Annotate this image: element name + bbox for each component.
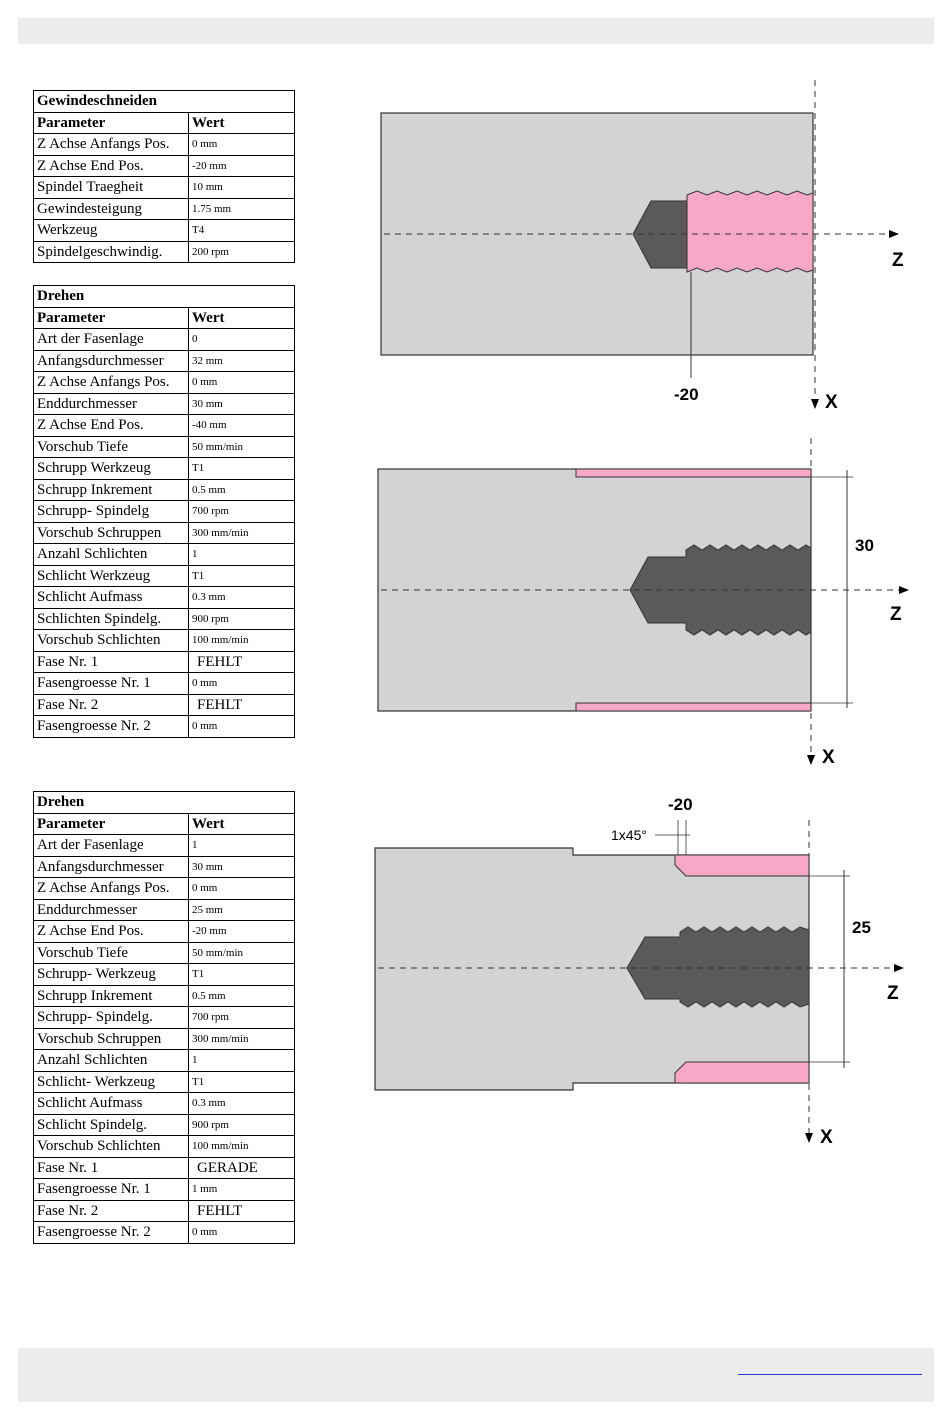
threaded-tool-shape xyxy=(627,927,809,1007)
parameter-name: Enddurchmesser xyxy=(34,899,189,921)
parameter-value: 0 mm xyxy=(189,716,295,738)
x-axis-label: X xyxy=(822,747,835,768)
parameter-value: 1 xyxy=(189,1050,295,1072)
parameter-name: Spindel Traegheit xyxy=(34,177,189,199)
parameter-value: GERADE xyxy=(189,1157,295,1179)
parameter-value: 30 mm xyxy=(189,393,295,415)
parameter-value: 0 mm xyxy=(189,1222,295,1244)
parameter-value: -20 mm xyxy=(189,155,295,177)
parameter-name: Art der Fasenlage xyxy=(34,329,189,351)
parameter-value: FEHLT xyxy=(189,1200,295,1222)
parameter-name: Z Achse End Pos. xyxy=(34,921,189,943)
parameter-name: Enddurchmesser xyxy=(34,393,189,415)
parameter-value: 1 xyxy=(189,544,295,566)
parameter-name: Fase Nr. 1 xyxy=(34,1157,189,1179)
parameter-name: Schlicht Aufmass xyxy=(34,1093,189,1115)
parameter-value: 1 mm xyxy=(189,1179,295,1201)
parameter-value: 100 mm/min xyxy=(189,1136,295,1158)
parameter-name: Vorschub Schlichten xyxy=(34,1136,189,1158)
parameter-value: T1 xyxy=(189,964,295,986)
parameter-value: 1.75 mm xyxy=(189,198,295,220)
parameter-name: Vorschub Schruppen xyxy=(34,1028,189,1050)
parameter-name: Schlicht Spindelg. xyxy=(34,1114,189,1136)
parameter-name: Schrupp- Spindelg xyxy=(34,501,189,523)
parameter-value: 0.3 mm xyxy=(189,587,295,609)
dimension-label: 30 xyxy=(855,536,874,555)
top-dimension-label: -20 xyxy=(668,795,693,814)
parameter-name: Vorschub Tiefe xyxy=(34,942,189,964)
parameter-name: Anfangsdurchmesser xyxy=(34,856,189,878)
parameter-name: Schlicht- Werkzeug xyxy=(34,1071,189,1093)
parameter-name: Z Achse Anfangs Pos. xyxy=(34,134,189,156)
parameter-value: -20 mm xyxy=(189,921,295,943)
removed-top xyxy=(576,469,811,477)
parameter-value: 100 mm/min xyxy=(189,630,295,652)
parameter-value: 700 rpm xyxy=(189,501,295,523)
parameter-name: Vorschub Tiefe xyxy=(34,436,189,458)
parameter-name: Fasengroesse Nr. 1 xyxy=(34,673,189,695)
drawing-thread-cutting xyxy=(381,80,904,413)
parameter-value: 300 mm/min xyxy=(189,522,295,544)
parameter-name: Anfangsdurchmesser xyxy=(34,350,189,372)
header-parameter: Parameter xyxy=(34,307,189,329)
parameter-name: Z Achse End Pos. xyxy=(34,155,189,177)
parameter-name: Anzahl Schlichten xyxy=(34,1050,189,1072)
parameter-name: Werkzeug xyxy=(34,220,189,242)
parameter-value: 50 mm/min xyxy=(189,942,295,964)
removed-bottom xyxy=(576,703,811,711)
removed-top xyxy=(675,855,809,876)
parameter-name: Fasengroesse Nr. 1 xyxy=(34,1179,189,1201)
drawing-turning-2 xyxy=(375,795,903,1148)
parameter-value: 0 mm xyxy=(189,878,295,900)
x-axis-label: X xyxy=(820,1127,833,1148)
parameter-name: Schlicht Werkzeug xyxy=(34,565,189,587)
parameter-name: Fasengroesse Nr. 2 xyxy=(34,716,189,738)
parameter-value: 0 mm xyxy=(189,134,295,156)
parameter-name: Schlichten Spindelg. xyxy=(34,608,189,630)
z-axis-label: Z xyxy=(887,983,899,1004)
parameter-value: FEHLT xyxy=(189,651,295,673)
footer-bar xyxy=(18,1348,934,1402)
parameter-value: T4 xyxy=(189,220,295,242)
parameter-name: Anzahl Schlichten xyxy=(34,544,189,566)
parameter-name: Fase Nr. 2 xyxy=(34,694,189,716)
table-title: Drehen xyxy=(34,792,295,814)
z-axis-label: Z xyxy=(890,604,902,625)
table-title: Gewindeschneiden xyxy=(34,91,295,113)
dimension-label: 25 xyxy=(852,918,871,937)
parameter-name: Fase Nr. 2 xyxy=(34,1200,189,1222)
threaded-region xyxy=(687,191,813,272)
parameter-value: 32 mm xyxy=(189,350,295,372)
parameter-name: Art der Fasenlage xyxy=(34,835,189,857)
parameter-name: Spindelgeschwindig. xyxy=(34,241,189,263)
parameter-value: 200 rpm xyxy=(189,241,295,263)
header-wert: Wert xyxy=(189,307,295,329)
parameter-name: Z Achse End Pos. xyxy=(34,415,189,437)
parameter-name: Z Achse Anfangs Pos. xyxy=(34,878,189,900)
parameter-value: -40 mm xyxy=(189,415,295,437)
parameter-value: 0 xyxy=(189,329,295,351)
parameter-name: Schrupp Inkrement xyxy=(34,479,189,501)
parameter-value: 25 mm xyxy=(189,899,295,921)
header-wert: Wert xyxy=(189,112,295,134)
parameter-value: 1 xyxy=(189,835,295,857)
parameter-name: Schlicht Aufmass xyxy=(34,587,189,609)
parameter-value: 900 rpm xyxy=(189,1114,295,1136)
parameter-name: Z Achse Anfangs Pos. xyxy=(34,372,189,394)
header-parameter: Parameter xyxy=(34,112,189,134)
parameter-value: 10 mm xyxy=(189,177,295,199)
footer-link[interactable] xyxy=(738,1364,922,1375)
parameter-name: Fase Nr. 1 xyxy=(34,651,189,673)
x-axis-label: X xyxy=(825,392,838,413)
parameter-value: T1 xyxy=(189,1071,295,1093)
parameter-value: 50 mm/min xyxy=(189,436,295,458)
parameter-name: Schrupp Inkrement xyxy=(34,985,189,1007)
z-axis-label: Z xyxy=(892,250,904,271)
parameter-name: Vorschub Schruppen xyxy=(34,522,189,544)
parameter-value: 30 mm xyxy=(189,856,295,878)
parameter-value: 300 mm/min xyxy=(189,1028,295,1050)
parameter-value: 700 rpm xyxy=(189,1007,295,1029)
parameter-value: T1 xyxy=(189,565,295,587)
parameter-value: 0 mm xyxy=(189,673,295,695)
chamfer-label: 1x45° xyxy=(611,827,647,843)
parameter-value: 900 rpm xyxy=(189,608,295,630)
dimension-label: -20 xyxy=(674,385,699,404)
parameter-name: Vorschub Schlichten xyxy=(34,630,189,652)
parameter-value: 0.5 mm xyxy=(189,479,295,501)
header-parameter: Parameter xyxy=(34,813,189,835)
parameter-value: FEHLT xyxy=(189,694,295,716)
parameter-name: Schrupp- Spindelg. xyxy=(34,1007,189,1029)
parameter-name: Fasengroesse Nr. 2 xyxy=(34,1222,189,1244)
parameter-name: Schrupp Werkzeug xyxy=(34,458,189,480)
parameter-value: T1 xyxy=(189,458,295,480)
parameter-name: Gewindesteigung xyxy=(34,198,189,220)
header-wert: Wert xyxy=(189,813,295,835)
parameter-name: Schrupp- Werkzeug xyxy=(34,964,189,986)
removed-bottom xyxy=(675,1062,809,1083)
parameter-value: 0.5 mm xyxy=(189,985,295,1007)
drawing-turning-1 xyxy=(378,438,908,768)
parameter-value: 0.3 mm xyxy=(189,1093,295,1115)
table-title: Drehen xyxy=(34,286,295,308)
parameter-value: 0 mm xyxy=(189,372,295,394)
